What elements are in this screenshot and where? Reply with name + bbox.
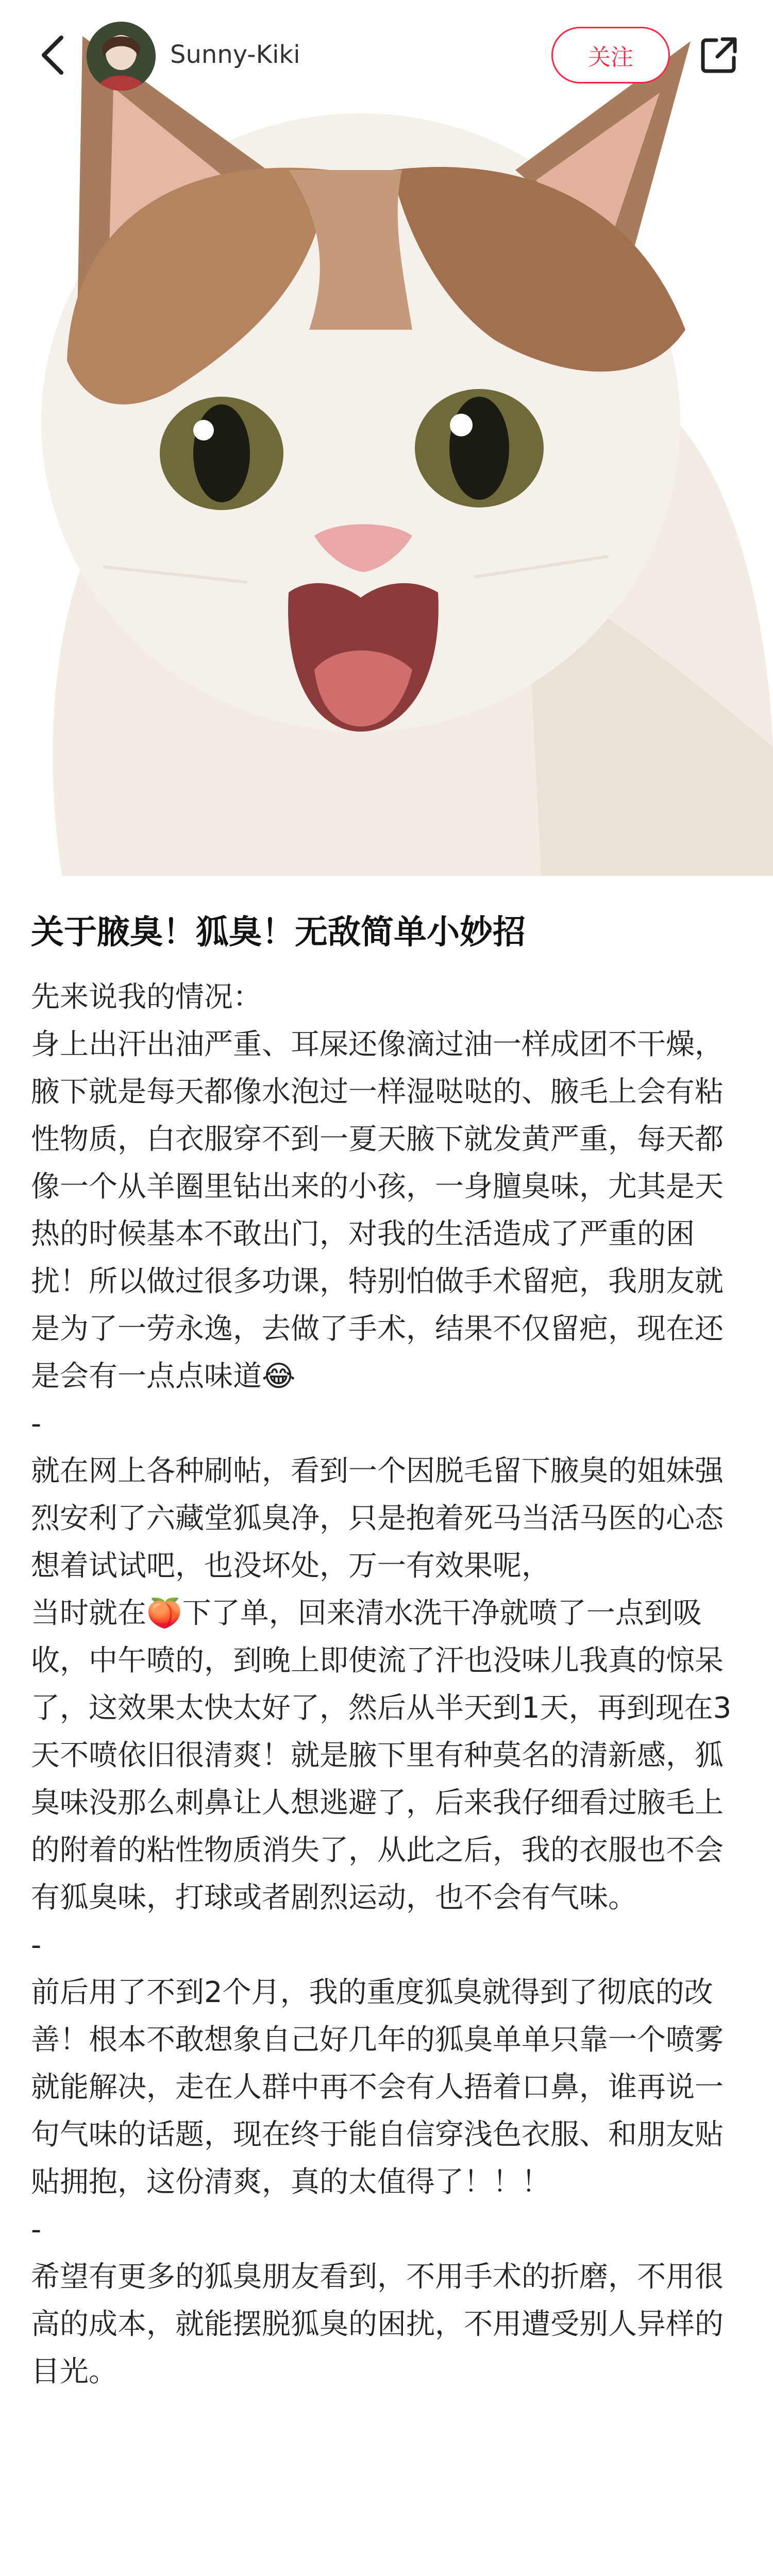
post-content — [31, 907, 747, 2396]
post-paragraph: 希望有更多的狐臭朋友看到，不用手术的折磨，不用很高的成本，就能摆脱狐臭的困扰，不用遭受别人异样的目光。 — [31, 2260, 724, 2388]
author-avatar[interactable] — [87, 22, 156, 91]
post-divider-dash: - — [31, 2213, 42, 2246]
post-paragraph: 就在网上各种刷帖，看到一个因脱毛留下腋臭的姐妹强烈安利了六藏堂狐臭净，只是抱着死马当活马医的心态想着试试吧，也没坏处，万一有效果呢， — [31, 1454, 724, 1583]
share-button[interactable] — [691, 27, 747, 83]
post-divider-dash: - — [31, 1407, 42, 1440]
avatar-image — [87, 22, 156, 91]
post-title: 关于腋臭！狐臭！无敌简单小妙招 — [31, 913, 526, 952]
share-icon — [699, 35, 739, 75]
post-paragraph: 身上出汗出油严重、耳屎还像滴过油一样成团不干燥，腋下就是每天都像水泡过一样湿哒哒的、腋毛上会有粘性物质，白衣服穿不到一夏天腋下就发黄严重，每天都像一个从羊圈里钻出来的小孩，一身膻臭味，尤其是天热的时候基本不敢出门，对我的生活造成了严重的困扰！所以做过很多功课，特别怕做手术留疤，我朋友就是为了一劳永逸，去做了手术，结果不仅留疤，现在还是会有一点点味道😂 — [31, 1028, 724, 1393]
back-button[interactable] — [25, 27, 81, 83]
post-paragraph: 当时就在🍑下了单，回来清水洗干净就喷了一点到吸收，中午喷的，到晚上即使流了汗也没味儿我真的惊呆了，这效果太快太好了，然后从半天到1天，再到现在3天不喷依旧很清爽！就是腋下里有种莫名的清新感，狐臭味没那么刺鼻让人想逃避了，后来我仔细看过腋毛上的附着的粘性物质消失了，从此之后，我的衣服也不会有狐臭味，打球或者剧烈运动，也不会有气味。 — [31, 1597, 732, 1914]
chevron-left-icon — [38, 35, 69, 76]
cat-photo — [0, 0, 773, 876]
author-name[interactable]: Sunny-Kiki — [170, 40, 300, 69]
post-paragraph: 先来说我的情况： — [31, 980, 262, 1014]
post-paragraph: 前后用了不到2个月，我的重度狐臭就得到了彻底的改善！根本不敢想象自己好几年的狐臭单单只靠一个喷雾就能解决，走在人群中再不会有人捂着口鼻，谁再说一句气味的话题，现在终于能自信穿浅色衣服、和朋友贴贴拥抱，这份清爽，真的太值得了！！！ — [31, 1976, 724, 2199]
cover-image — [0, 0, 773, 876]
follow-button[interactable]: 关注 — [551, 27, 670, 83]
post-divider-dash: - — [31, 1928, 42, 1962]
